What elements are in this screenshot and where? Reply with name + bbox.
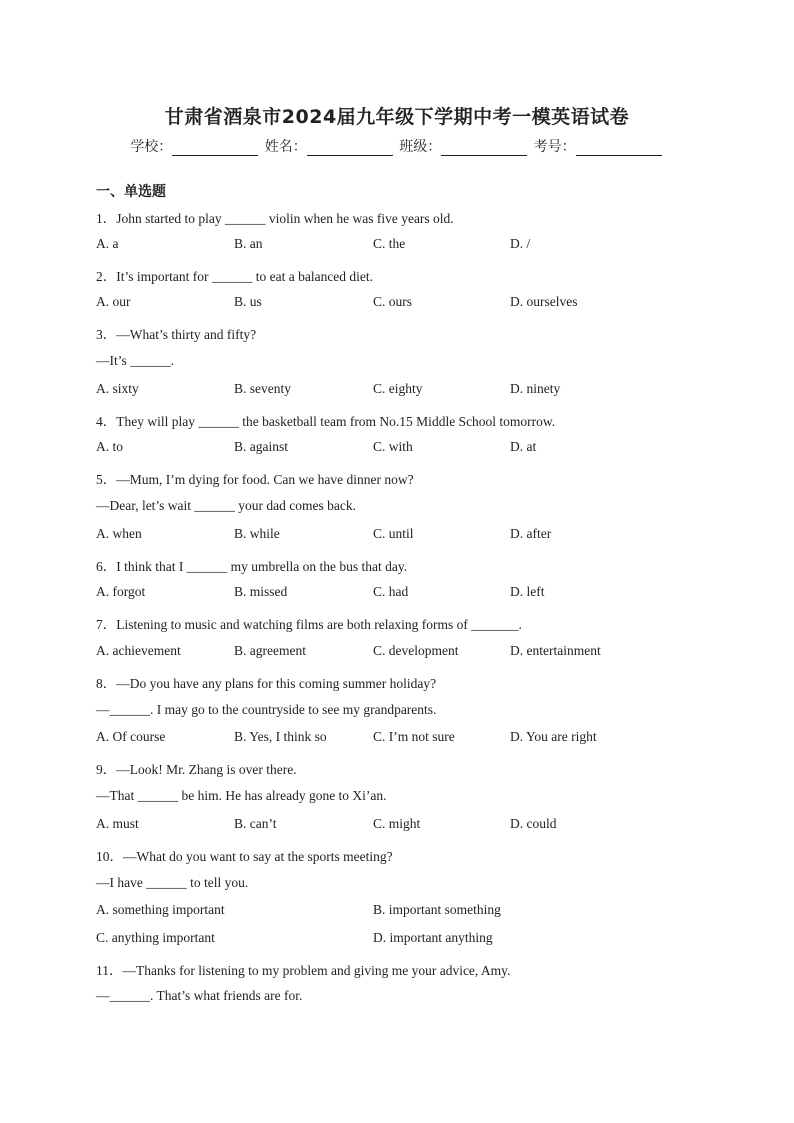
question-11-stem-reply: —______. That’s what friends are for.: [96, 988, 303, 1003]
question-7-stem: 7．Listening to music and watching films are both relaxing forms of _______.: [96, 617, 522, 632]
question-7-option-d[interactable]: D. entertainment: [510, 643, 601, 658]
question-6-options: [96, 584, 716, 604]
question-5-option-d[interactable]: D. after: [510, 526, 552, 541]
question-10-stem: 10．—What do you want to say at the sports meeting?: [96, 849, 393, 864]
question-3-option-c[interactable]: C. eighty: [373, 381, 423, 396]
question-10-option-c[interactable]: C. anything important: [96, 930, 215, 945]
question-8-option-b[interactable]: B. Yes, I think so: [234, 729, 327, 744]
question-6-option-d[interactable]: D. left: [510, 584, 545, 599]
question-2-options: [96, 294, 716, 314]
question-7-option-a[interactable]: A. achievement: [96, 643, 181, 658]
class-blank[interactable]: [441, 141, 527, 156]
question-1-option-a[interactable]: A. a: [96, 236, 119, 251]
question-1-option-b[interactable]: B. an: [234, 236, 263, 251]
question-4-option-a[interactable]: A. to: [96, 439, 123, 454]
question-6-option-b[interactable]: B. missed: [234, 584, 288, 599]
question-4-stem: 4．They will play ______ the basketball team from No.15 Middle School tomorrow.: [96, 414, 556, 429]
student-info-line: [0, 136, 794, 156]
question-3-stem: 3．—What’s thirty and fifty?: [96, 327, 257, 342]
question-10-option-d[interactable]: D. important anything: [373, 930, 493, 945]
question-2-option-c[interactable]: C. ours: [373, 294, 413, 309]
question-2-option-b[interactable]: B. us: [234, 294, 262, 309]
question-9-stem: 9．—Look! Mr. Zhang is over there.: [96, 762, 297, 777]
question-10-option-b[interactable]: B. important something: [373, 902, 501, 917]
question-10-options-row-1: [96, 902, 716, 922]
question-5-option-c[interactable]: C. until: [373, 526, 414, 541]
question-8-options: [96, 729, 716, 749]
class-label: 班级：: [399, 139, 442, 155]
question-9-option-c[interactable]: C. might: [373, 816, 421, 831]
question-2-option-d[interactable]: D. ourselves: [510, 294, 578, 309]
question-3-option-b[interactable]: B. seventy: [234, 381, 291, 396]
question-6-option-c[interactable]: C. had: [373, 584, 409, 599]
section-heading: 一、单选题: [96, 184, 166, 200]
question-1-option-d[interactable]: D. /: [510, 236, 531, 251]
question-5-stem-reply: —Dear, let’s wait ______ your dad comes back.: [96, 498, 357, 513]
exam-number-blank[interactable]: [576, 141, 662, 156]
name-blank[interactable]: [307, 141, 393, 156]
question-8-option-a[interactable]: A. Of course: [96, 729, 166, 744]
question-8-option-c[interactable]: C. I’m not sure: [373, 729, 455, 744]
question-8-option-d[interactable]: D. You are right: [510, 729, 597, 744]
question-6-stem: 6．I think that I ______ my umbrella on the bus that day.: [96, 559, 408, 574]
question-2-stem: 2．It’s important for ______ to eat a balanced diet.: [96, 269, 374, 284]
school-blank[interactable]: [172, 141, 258, 156]
question-7-option-c[interactable]: C. development: [373, 643, 459, 658]
question-9-options: [96, 816, 716, 836]
question-3-options: [96, 381, 716, 401]
question-11-stem: 11．—Thanks for listening to my problem and giving me your advice, Amy.: [96, 963, 511, 978]
question-10-stem-reply: —I have ______ to tell you.: [96, 875, 249, 890]
name-label: 姓名：: [264, 139, 307, 155]
question-8-stem-reply: —______. I may go to the countryside to see my grandparents.: [96, 702, 437, 717]
question-7-option-b[interactable]: B. agreement: [234, 643, 306, 658]
question-4-option-d[interactable]: D. at: [510, 439, 537, 454]
page-title: 甘肃省酒泉市2024届九年级下学期中考一模英语试卷: [164, 106, 630, 128]
question-3-stem-reply: —It’s ______.: [96, 353, 175, 368]
question-4-options: [96, 439, 716, 459]
question-4-option-b[interactable]: B. against: [234, 439, 288, 454]
question-10-options-row-2: [96, 930, 716, 950]
question-9-stem-reply: —That ______ be him. He has already gone to Xi’an.: [96, 788, 387, 803]
question-5-option-a[interactable]: A. when: [96, 526, 142, 541]
question-3-option-d[interactable]: D. ninety: [510, 381, 561, 396]
question-1-option-c[interactable]: C. the: [373, 236, 406, 251]
question-7-options: [96, 643, 716, 663]
question-10-option-a[interactable]: A. something important: [96, 902, 225, 917]
question-9-option-b[interactable]: B. can’t: [234, 816, 277, 831]
question-4-option-c[interactable]: C. with: [373, 439, 413, 454]
question-6-option-a[interactable]: A. forgot: [96, 584, 146, 599]
question-3-option-a[interactable]: A. sixty: [96, 381, 139, 396]
question-9-option-d[interactable]: D. could: [510, 816, 557, 831]
exam-number-label: 考号：: [533, 139, 576, 155]
question-5-options: [96, 526, 716, 546]
question-5-option-b[interactable]: B. while: [234, 526, 280, 541]
question-5-stem: 5．—Mum, I’m dying for food. Can we have dinner now?: [96, 472, 414, 487]
school-label: 学校：: [130, 139, 173, 155]
question-1-stem: 1．John started to play ______ violin when he was five years old.: [96, 211, 454, 226]
question-8-stem: 8．—Do you have any plans for this coming summer holiday?: [96, 676, 437, 691]
question-1-options: [96, 236, 716, 256]
question-2-option-a[interactable]: A. our: [96, 294, 131, 309]
question-9-option-a[interactable]: A. must: [96, 816, 139, 831]
